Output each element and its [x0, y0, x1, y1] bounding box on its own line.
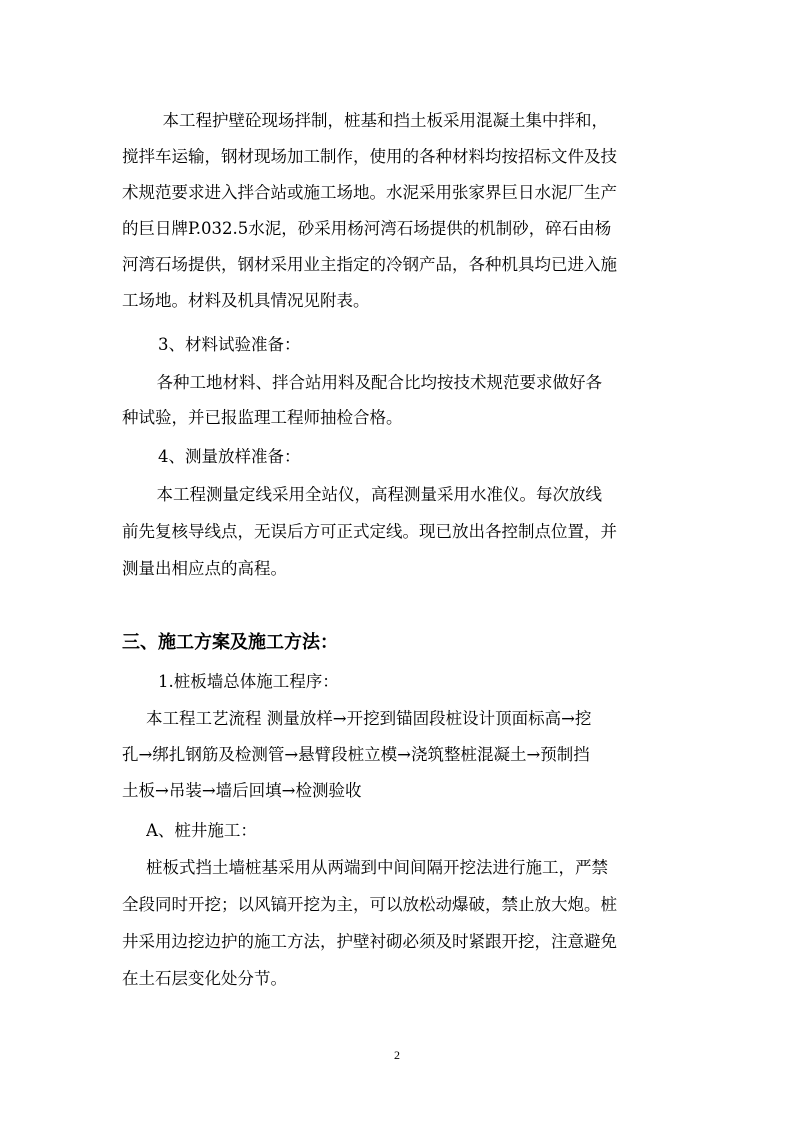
paragraph-line: 在土石层变化处分节。 — [122, 969, 287, 988]
paragraph-line: 的巨日牌P.032.5水泥，砂采用杨河湾石场提供的机制砂，碎石由杨 — [122, 219, 612, 238]
paragraph-line: 搅拌车运输，钢材现场加工制作，使用的各种材料均按招标文件及技 — [122, 147, 617, 166]
paragraph-line: 前先复核导线点，无误后方可正式定线。现已放出各控制点位置，并 — [122, 522, 617, 541]
paragraph-line: 种试验，并已报监理工程师抽检合格。 — [122, 408, 403, 427]
paragraph-line: 孔→绑扎钢筋及检测管→悬臂段桩立模→浇筑整桩混凝土→预制挡 — [122, 745, 590, 764]
paragraph-line: 测量出相应点的高程。 — [122, 559, 287, 578]
paragraph-line: 土板→吊装→墙后回填→检测验收 — [122, 781, 362, 800]
paragraph-line: 本工程测量定线采用全站仪，高程测量采用水准仪。每次放线 — [140, 485, 602, 504]
paragraph-line: 桩板式挡土墙桩基采用从两端到中间间隔开挖法进行施工，严禁 — [146, 858, 608, 877]
paragraph-line: 全段同时开挖；以风镐开挖为主，可以放松动爆破，禁止放大炮。桩 — [122, 895, 617, 914]
section-heading: 三、施工方案及施工方法： — [122, 632, 338, 653]
paragraph-line: 本工程工艺流程 测量放样→开挖到锚固段桩设计顶面标高→挖 — [146, 709, 592, 728]
paragraph-line: 本工程护壁砼现场拌制，桩基和挡土板采用混凝土集中拌和， — [146, 111, 608, 130]
paragraph-line: 河湾石场提供，钢材采用业主指定的冷钢产品，各种机具均已进入施 — [122, 255, 617, 274]
paragraph-line: 井采用边挖边护的施工方法，护壁衬砌必须及时紧跟开挖，注意避免 — [122, 932, 617, 951]
paragraph-line: 各种工地材料、拌合站用料及配合比均按技术规范要求做好各 — [140, 373, 602, 392]
paragraph-line: 术规范要求进入拌合站或施工场地。水泥采用张家界巨日水泥厂生产 — [122, 183, 617, 202]
item-title: 3、材料试验准备： — [158, 335, 301, 354]
subsection-title: A、桩井施工： — [146, 821, 257, 840]
item-title: 4、测量放样准备： — [158, 447, 301, 466]
subsection-title: 1.桩板墙总体施工程序： — [158, 672, 339, 691]
paragraph-line: 工场地。材料及机具情况见附表。 — [122, 291, 370, 310]
page-number: 2 — [394, 1048, 400, 1062]
